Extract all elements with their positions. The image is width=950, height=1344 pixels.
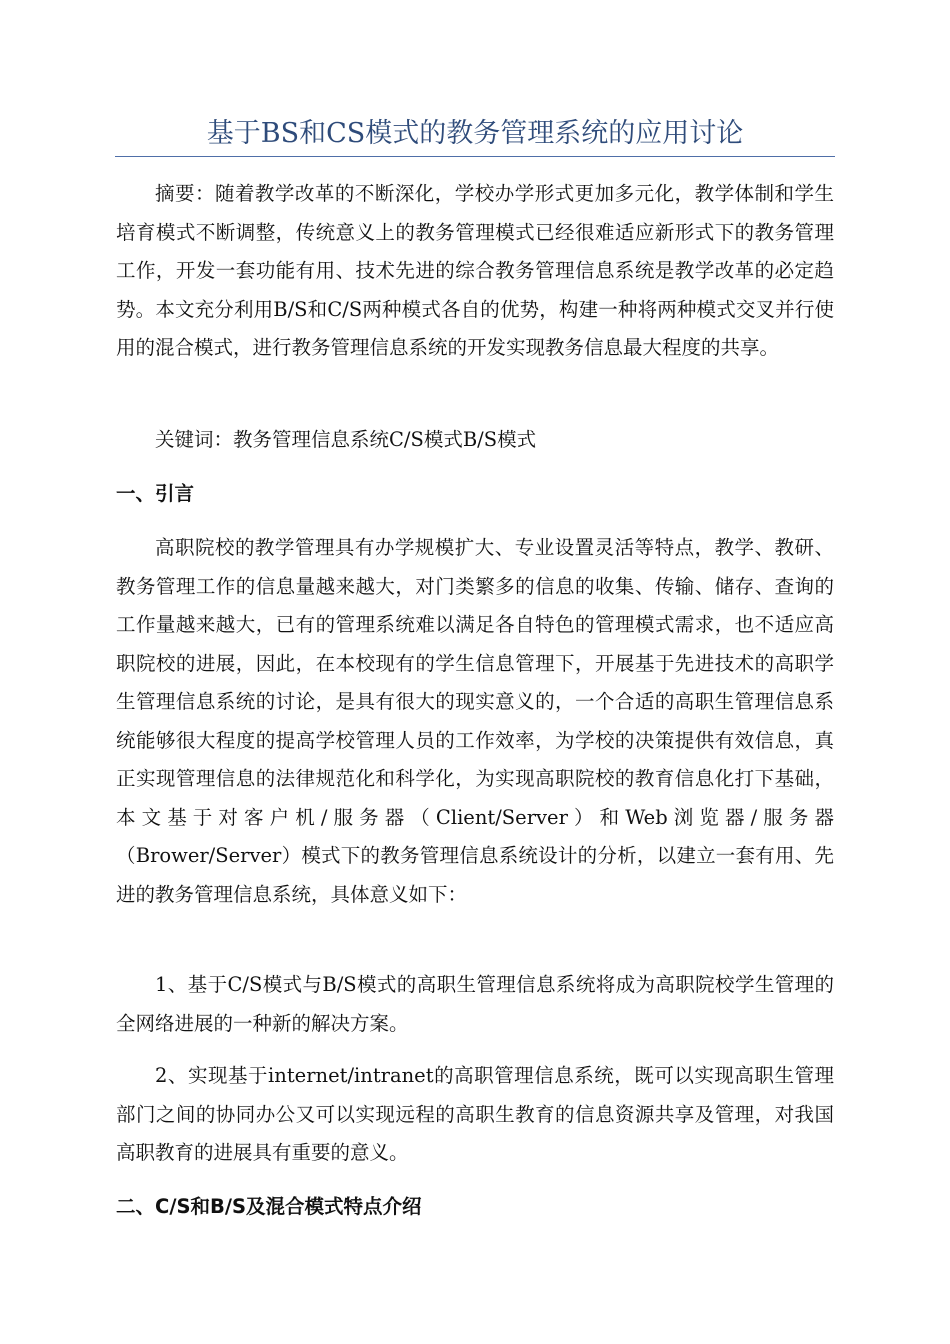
section-2-heading-prefix: 二、 [116, 1195, 156, 1218]
abstract-paragraph: 摘要：随着教学改革的不断深化，学校办学形式更加多元化，教学体制和学生培育模式不断调整，传统意义上的教务管理模式已经很难适应新形式下的教务管理工作，开发一套功能有用、技术先进的综合教务管理信息系统是教学改革的必定趋势。本文充分利用B/S和C/S两种模式各自的优势，构建一种将两种模式交叉并行使用的混合模式，进行教务管理信息系统的开发实现教务信息最大程度的共享。 [116, 182, 834, 359]
section-2-heading-suffix: 及混合模式特点介绍 [246, 1195, 422, 1218]
keywords-paragraph: 关键词：教务管理信息系统C/S模式B/S模式 [155, 428, 537, 451]
document-title: 基于BS和CS模式的教务管理系统的应用讨论 [115, 112, 835, 157]
section-1-heading: 一、引言 [116, 482, 195, 505]
section-2-heading-and: 和 [190, 1195, 211, 1218]
introduction-paragraph: 高职院校的教学管理具有办学规模扩大、专业设置灵活等特点，教学、教研、教务管理工作的信息量越来越大，对门类繁多的信息的收集、传输、储存、查询的工作量越来越大，已有的管理系统难以满足各自特色的管理模式需求，也不适应高职院校的进展，因此，在本校现有的学生信息管理下，开展基于先进技术的高职学生管理信息系统的讨论，是具有很大的现实意义的，一个合适的高职生管理信息系统能够很大程度的提高学校管理人员的工作效率，为学校的决策提供有效信息，真正实现管理信息的法律规范化和科学化，为实现高职院校的教育信息化打下基础，本文基于对客户机/服务器（Client/Server）和Web浏览器/服务器（Brower/Server）模式下的教务管理信息系统设计的分析，以建立一套有用、先进的教务管理信息系统，具体意义如下： [116, 536, 834, 906]
section-2-heading-bs: B/S [210, 1195, 247, 1218]
section-2-heading [116, 1188, 422, 1227]
section-2-heading-cs: C/S [155, 1195, 191, 1218]
list-item-2: 2、实现基于internet/intranet的高职管理信息系统，既可以实现高职生管理部门之间的协同办公又可以实现远程的高职生教育的信息资源共享及管理，对我国高职教育的进展具有重要的意义。 [116, 1064, 834, 1164]
list-item-1: 1、基于C/S模式与B/S模式的高职生管理信息系统将成为高职院校学生管理的全网络进展的一种新的解决方案。 [116, 973, 834, 1035]
